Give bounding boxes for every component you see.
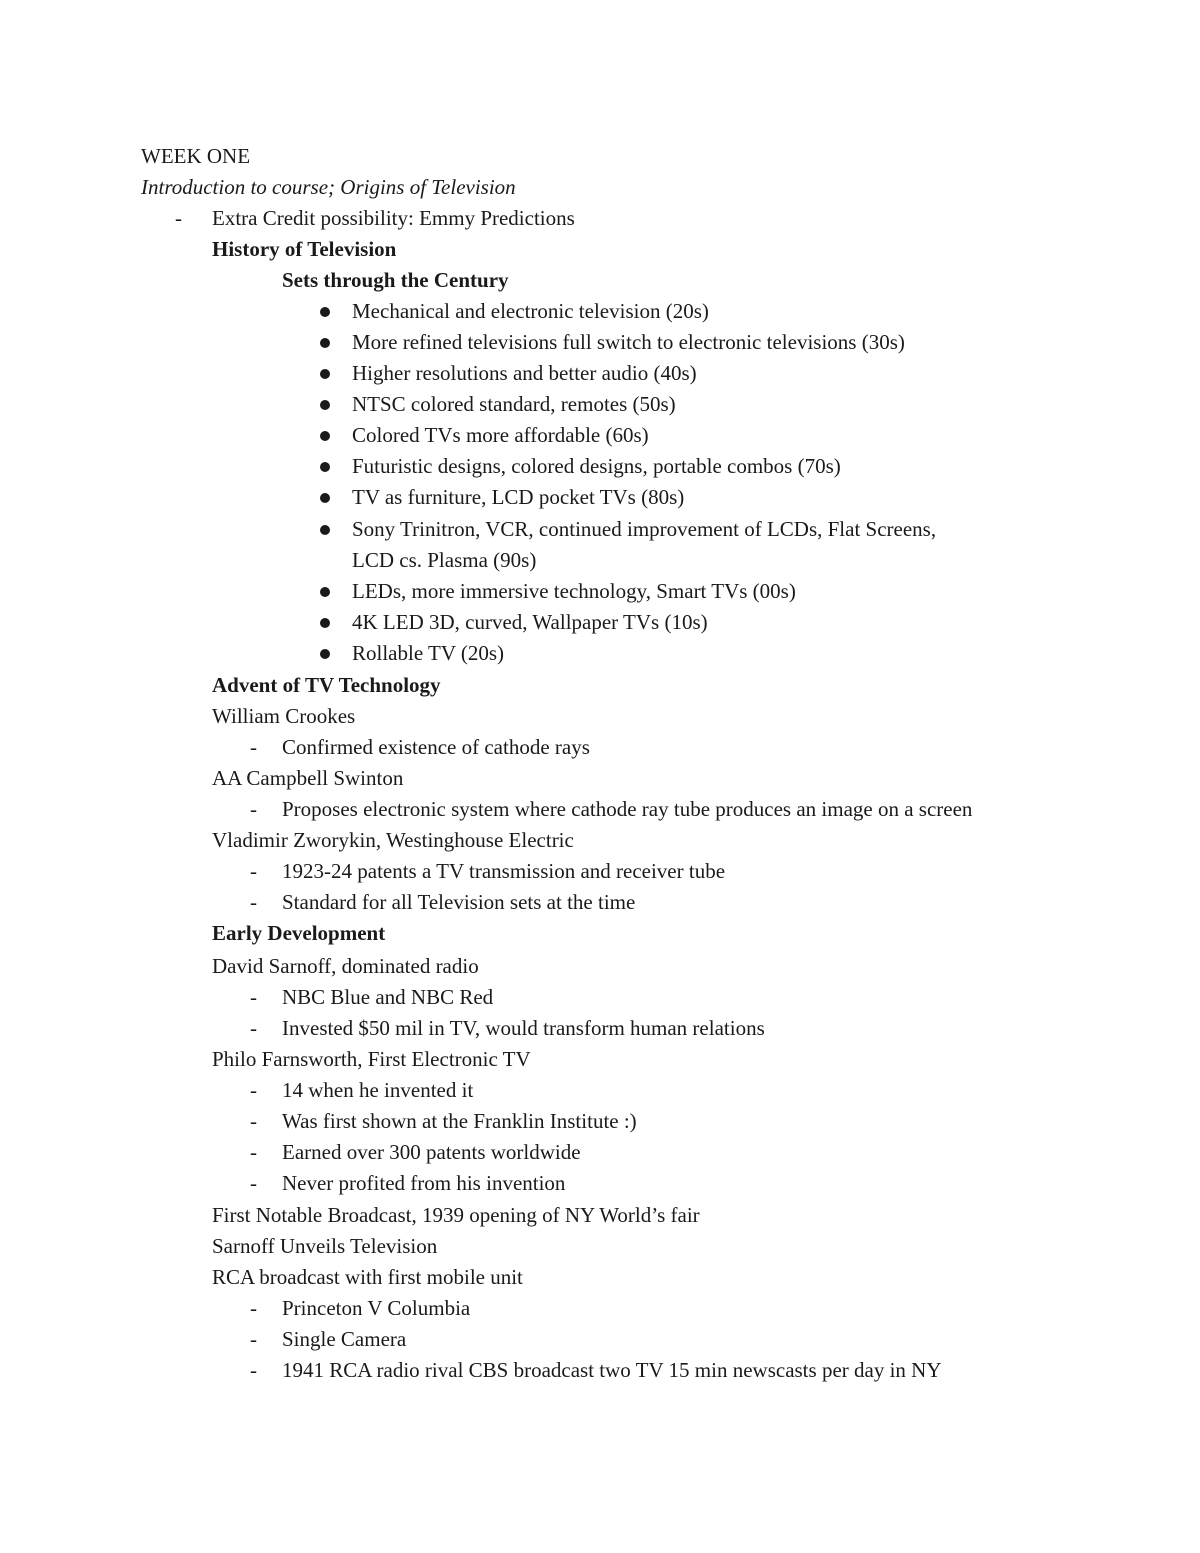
dash-marker: - (250, 735, 257, 759)
dash-marker: - (250, 797, 257, 821)
note-item: Earned over 300 patents worldwide (282, 1140, 581, 1164)
week-heading: WEEK ONE (141, 144, 251, 168)
note-item: Was first shown at the Franklin Institute :) (282, 1109, 637, 1133)
note-item: 1923-24 patents a TV transmission and receiver tube (282, 859, 726, 883)
note-item: 1941 RCA radio rival CBS broadcast two TV 15 min newscasts per day in NY (282, 1358, 942, 1382)
note-item: Single Camera (282, 1327, 407, 1351)
bullet-icon (320, 400, 330, 410)
dash-marker: - (250, 1109, 257, 1133)
person-swinton: AA Campbell Swinton (212, 766, 404, 790)
sets-heading: Sets through the Century (282, 268, 509, 292)
bullet-icon (320, 431, 330, 441)
bullet-icon (320, 338, 330, 348)
decade-bullet: Colored TVs more affordable (60s) (352, 423, 649, 447)
decade-bullet: More refined televisions full switch to electronic televisions (30s) (352, 330, 905, 354)
dash-marker: - (175, 206, 182, 230)
person-sarnoff: David Sarnoff, dominated radio (212, 954, 479, 978)
dash-marker: - (250, 1078, 257, 1102)
early-heading: Early Development (212, 921, 386, 945)
dash-marker: - (250, 1327, 257, 1351)
bullet-icon (320, 649, 330, 659)
dash-marker: - (250, 1296, 257, 1320)
decade-bullet: LEDs, more immersive technology, Smart TVs (00s) (352, 579, 796, 603)
note-item: Princeton V Columbia (282, 1296, 471, 1320)
dash-marker: - (250, 890, 257, 914)
bullet-icon (320, 462, 330, 472)
dash-marker: - (250, 859, 257, 883)
note-item: NBC Blue and NBC Red (282, 985, 494, 1009)
person-farnsworth: Philo Farnsworth, First Electronic TV (212, 1047, 531, 1071)
note-item: 14 when he invented it (282, 1078, 474, 1102)
advent-heading: Advent of TV Technology (212, 673, 441, 697)
rca-line: RCA broadcast with first mobile unit (212, 1265, 523, 1289)
note-item: Standard for all Television sets at the time (282, 890, 636, 914)
bullet-icon (320, 618, 330, 628)
decade-bullet: Sony Trinitron, VCR, continued improvement of LCDs, Flat Screens, (352, 517, 937, 541)
decade-bullet: TV as furniture, LCD pocket TVs (80s) (352, 485, 685, 509)
person-zworykin: Vladimir Zworykin, Westinghouse Electric (212, 828, 574, 852)
note-item: Proposes electronic system where cathode ray tube produces an image on a screen (282, 797, 973, 821)
extra-credit-note: Extra Credit possibility: Emmy Predictions (212, 206, 575, 230)
bullet-icon (320, 493, 330, 503)
dash-marker: - (250, 1016, 257, 1040)
history-heading: History of Television (212, 237, 397, 261)
broadcast-line: First Notable Broadcast, 1939 opening of NY World’s fair (212, 1203, 700, 1227)
bullet-icon (320, 307, 330, 317)
unveils-line: Sarnoff Unveils Television (212, 1234, 438, 1258)
bullet-icon (320, 369, 330, 379)
decade-bullet: Rollable TV (20s) (352, 641, 505, 665)
decade-bullet: Futuristic designs, colored designs, portable combos (70s) (352, 454, 841, 478)
decade-bullet: Higher resolutions and better audio (40s) (352, 361, 697, 385)
bullet-icon (320, 525, 330, 535)
week-subtitle: Introduction to course; Origins of Television (141, 175, 516, 199)
note-item: Invested $50 mil in TV, would transform human relations (282, 1016, 765, 1040)
note-item: Confirmed existence of cathode rays (282, 735, 590, 759)
decade-bullet-continued: LCD cs. Plasma (90s) (352, 548, 537, 572)
person-crookes: William Crookes (212, 704, 356, 728)
decade-bullet: 4K LED 3D, curved, Wallpaper TVs (10s) (352, 610, 708, 634)
decade-bullet: Mechanical and electronic television (20s) (352, 299, 709, 323)
bullet-icon (320, 587, 330, 597)
dash-marker: - (250, 1358, 257, 1382)
dash-marker: - (250, 1140, 257, 1164)
dash-marker: - (250, 985, 257, 1009)
decade-bullet: NTSC colored standard, remotes (50s) (352, 392, 676, 416)
note-item: Never profited from his invention (282, 1171, 566, 1195)
dash-marker: - (250, 1171, 257, 1195)
